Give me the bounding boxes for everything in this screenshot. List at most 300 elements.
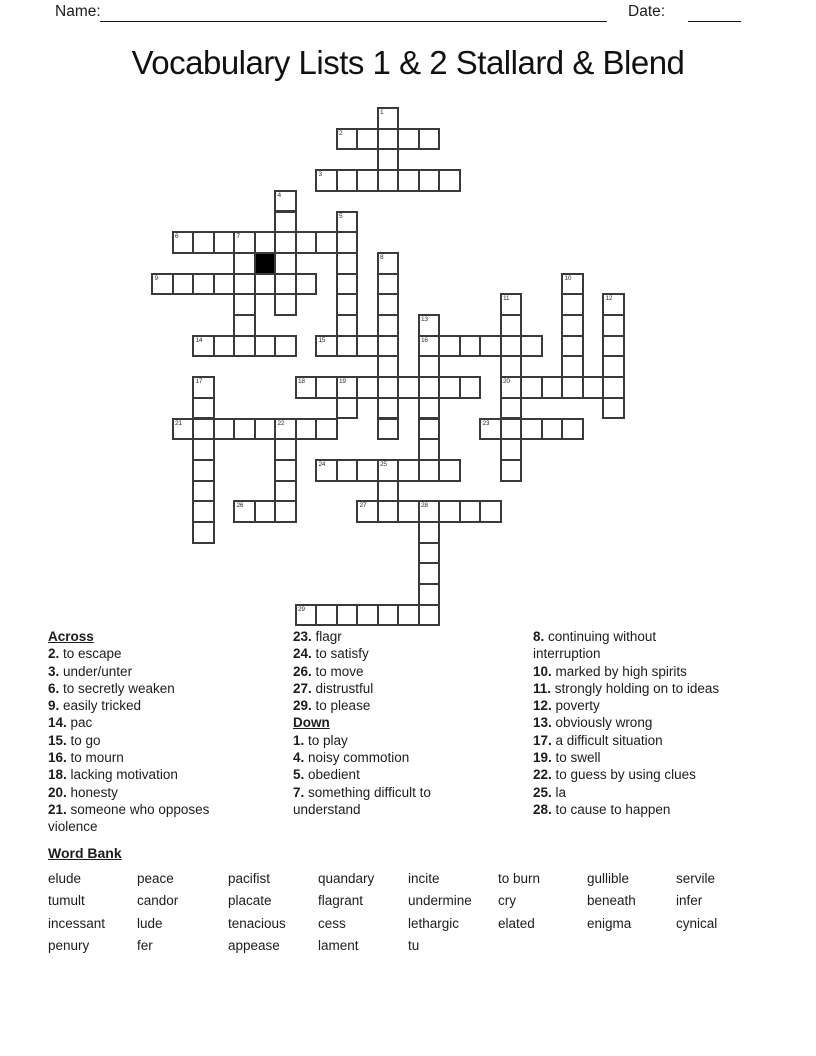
grid-cell (602, 335, 625, 358)
cell-number: 28 (421, 502, 428, 510)
clue-number: 3. (48, 663, 60, 679)
word-bank-item: tumult (48, 893, 85, 909)
clue-text: 5. obedient (293, 767, 360, 783)
grid-cell (377, 604, 400, 627)
word-bank-item: cry (498, 893, 516, 909)
grid-cell (520, 376, 543, 399)
grid-cell (377, 107, 400, 130)
cell-number: 26 (236, 502, 244, 510)
grid-cell (336, 335, 359, 358)
grid-cell (336, 604, 359, 627)
clue-number: 26. (293, 663, 312, 679)
grid-cell (274, 438, 297, 461)
clue-number: 24. (293, 646, 312, 662)
grid-cell (192, 418, 215, 441)
clue-item (293, 766, 513, 783)
grid-cell (233, 314, 256, 337)
clue-item (293, 680, 513, 697)
word-bank-column (137, 868, 228, 958)
grid-cell (418, 583, 441, 606)
clue-text: 6. to secretly weaken (48, 680, 175, 696)
word-bank-item: to burn (498, 871, 541, 886)
grid-cell (274, 190, 297, 213)
clue-column (48, 628, 273, 836)
clue-text: violence (48, 819, 98, 835)
grid-cell (418, 128, 441, 151)
grid-cell (172, 231, 195, 254)
grid-cell (541, 376, 564, 399)
cell-number: 11 (503, 295, 510, 303)
clue-text: 18. lacking motivation (48, 767, 178, 783)
clue-item (293, 628, 513, 645)
cell-number: 8 (380, 253, 384, 261)
clue-text: 29. to please (293, 698, 371, 714)
grid-cell (315, 459, 338, 482)
clue-number: 14. (48, 715, 67, 731)
grid-cell (274, 211, 297, 234)
grid-cell (377, 376, 400, 399)
grid-cell (561, 376, 584, 399)
cell-number: 10 (564, 274, 572, 282)
grid-cell (520, 335, 543, 358)
word-bank-item: undermine (408, 893, 472, 909)
grid-cell (418, 314, 441, 337)
grid-cell (295, 273, 318, 296)
grid-cell (377, 169, 400, 192)
clue-number: 2. (48, 646, 60, 662)
grid-cell (602, 397, 625, 420)
grid-cell (233, 293, 256, 316)
word-bank-item: servile (676, 871, 716, 886)
grid-cell (602, 314, 625, 337)
cell-number: 4 (277, 191, 281, 199)
grid-cell (500, 438, 523, 461)
grid-cell (418, 438, 441, 461)
grid-cell (602, 355, 625, 378)
clue-number: 19. (533, 750, 552, 766)
grid-cell (192, 438, 215, 461)
word-bank-item: peace (137, 871, 174, 886)
word-bank-item: tu (408, 938, 420, 954)
grid-cell (336, 273, 359, 296)
grid-cell (479, 335, 502, 358)
cell-number: 23 (482, 419, 490, 427)
grid-cell (418, 397, 441, 420)
word-bank-item: quandary (318, 871, 375, 886)
clue-item (293, 663, 513, 680)
clue-text: 16. to mourn (48, 750, 124, 766)
grid-cell (377, 273, 400, 296)
grid-cell (500, 459, 523, 482)
clue-text: 27. distrustful (293, 680, 374, 696)
clue-item (293, 697, 513, 714)
grid-cell (274, 293, 297, 316)
clue-item (48, 680, 273, 697)
clue-text: 24. to satisfy (293, 646, 369, 662)
grid-cell (233, 335, 256, 358)
grid-cell (336, 314, 359, 337)
cell-number: 5 (339, 212, 343, 220)
clue-text: 25. la (533, 784, 567, 800)
grid-cell (438, 169, 461, 192)
clue-number: 20. (48, 784, 67, 800)
cell-number: 14 (195, 336, 203, 344)
clue-text: 9. easily tricked (48, 698, 142, 714)
grid-cell (377, 418, 400, 441)
clue-number: 13. (533, 715, 552, 731)
grid-cell (500, 293, 523, 316)
grid-cell (192, 500, 215, 523)
grid-cell (438, 335, 461, 358)
clue-text: 20. honesty (48, 784, 118, 800)
grid-cell (561, 273, 584, 296)
clue-text: 28. to cause to happen (533, 801, 671, 817)
grid-cell (192, 459, 215, 482)
clue-text: 3. under/unter (48, 663, 133, 679)
word-bank-item: fer (137, 938, 153, 954)
word-bank-item: penury (48, 938, 90, 954)
cell-number: 3 (318, 171, 322, 179)
clue-number: 4. (293, 750, 305, 766)
grid-cell (418, 355, 441, 378)
grid-cell (233, 418, 256, 441)
grid-cell (213, 335, 236, 358)
clue-text: 7. something difficult to (293, 784, 431, 800)
clue-column (293, 628, 513, 818)
grid-cell (602, 376, 625, 399)
grid-cell (397, 604, 420, 627)
clue-text: 11. strongly holding on to ideas (533, 680, 720, 696)
grid-cell (336, 459, 359, 482)
grid-cell (541, 418, 564, 441)
grid-cell (500, 314, 523, 337)
grid-cell (274, 231, 297, 254)
clue-number: 29. (293, 698, 312, 714)
grid-cell (418, 521, 441, 544)
grid-cell (213, 418, 236, 441)
clue-number: 17. (533, 732, 552, 748)
grid-cell (151, 273, 174, 296)
grid-cell (356, 500, 379, 523)
clue-text: understand (293, 801, 361, 817)
grid-cell (315, 335, 338, 358)
clue-item (533, 749, 778, 766)
word-bank-column (318, 868, 408, 958)
grid-cell (356, 376, 379, 399)
grid-cell (377, 335, 400, 358)
grid-cell (377, 148, 400, 171)
grid-cell (397, 376, 420, 399)
clue-item (48, 663, 273, 680)
cell-number: 21 (175, 419, 182, 427)
grid-cell (192, 480, 215, 503)
grid-cell (274, 335, 297, 358)
word-bank-item: lethargic (408, 915, 460, 931)
grid-cell (213, 231, 236, 254)
grid-cell (377, 500, 400, 523)
clue-number: 1. (293, 732, 305, 748)
name-blank-line (100, 1, 607, 22)
clue-item (533, 680, 778, 697)
word-bank-item: incite (408, 871, 440, 886)
grid-cell (438, 459, 461, 482)
clue-number: 12. (533, 698, 552, 714)
grid-cell (459, 500, 482, 523)
grid-cell (397, 500, 420, 523)
word-bank-item: tenacious (228, 915, 286, 931)
grid-cell (192, 376, 215, 399)
name-label: Name: (55, 3, 101, 20)
word-bank-item: infer (676, 893, 703, 909)
clue-text: 23. flagr (293, 629, 342, 644)
word-bank-item: pacifist (228, 871, 271, 886)
grid-cell (377, 293, 400, 316)
grid-cell (602, 293, 625, 316)
clue-number: 8. (533, 629, 545, 644)
word-bank-item: gullible (587, 871, 630, 886)
cell-number: 9 (154, 274, 158, 282)
grid-cell (418, 500, 441, 523)
grid-cell (295, 376, 318, 399)
clue-item (533, 784, 778, 801)
clue-item (533, 697, 778, 714)
word-bank-item: cess (318, 915, 346, 931)
clue-item (48, 749, 273, 766)
cell-number: 25 (380, 460, 387, 468)
clue-number: 11. (533, 680, 552, 696)
grid-cell (336, 231, 359, 254)
grid-cell (315, 231, 338, 254)
grid-cell (233, 252, 256, 275)
grid-cell (274, 252, 297, 275)
word-bank-column (587, 868, 676, 958)
clue-heading-across: Across (48, 629, 94, 644)
clue-number: 7. (293, 784, 305, 800)
word-bank-item: lude (137, 915, 163, 931)
grid-cell (233, 500, 256, 523)
word-bank-item: cynical (676, 915, 718, 931)
word-bank (48, 868, 746, 958)
cell-number: 1 (380, 109, 384, 116)
clue-item (533, 628, 778, 663)
grid-cell (233, 231, 256, 254)
cell-number: 27 (359, 502, 367, 510)
cell-number: 22 (277, 419, 285, 427)
grid-cell (274, 459, 297, 482)
clue-text: 14. pac (48, 715, 93, 731)
clue-number: 22. (533, 767, 552, 783)
grid-cell (336, 211, 359, 234)
grid-cell (397, 128, 420, 151)
grid-cell (377, 397, 400, 420)
clue-text: 10. marked by high spirits (533, 663, 687, 679)
grid-cell (192, 521, 215, 544)
clue-item (533, 801, 778, 818)
clue-text: 21. someone who opposes (48, 801, 210, 817)
grid-cell (500, 376, 523, 399)
clue-text: 8. continuing without (533, 629, 657, 644)
word-bank-column (498, 868, 587, 958)
cell-number: 24 (318, 460, 326, 468)
grid-cell (274, 273, 297, 296)
grid-cell (459, 376, 482, 399)
grid-cell (500, 418, 523, 441)
clue-number: 6. (48, 680, 60, 696)
clue-number: 10. (533, 663, 552, 679)
grid-cell (315, 604, 338, 627)
grid-cell (336, 128, 359, 151)
grid-cell (336, 169, 359, 192)
grid-cell (213, 273, 236, 296)
clue-item (48, 645, 273, 662)
clue-number: 15. (48, 732, 67, 748)
grid-cell (274, 480, 297, 503)
clue-item (48, 766, 273, 783)
cell-number: 17 (195, 378, 203, 386)
word-bank-item: enigma (587, 915, 632, 931)
grid-cell (418, 459, 441, 482)
clue-number: 18. (48, 767, 67, 783)
grid-cell (192, 397, 215, 420)
grid-cell (397, 459, 420, 482)
clue-text: 17. a difficult situation (533, 732, 663, 748)
grid-cell (459, 335, 482, 358)
cell-number: 2 (339, 129, 343, 137)
word-bank-item: lament (318, 938, 359, 954)
clue-text: 19. to swell (533, 750, 601, 766)
word-bank-item: beneath (587, 893, 636, 909)
grid-cell (377, 128, 400, 151)
crossword-grid (151, 107, 625, 628)
word-bank-item: elated (498, 915, 535, 931)
word-bank-item: appease (228, 938, 280, 954)
grid-cell (356, 169, 379, 192)
word-bank-heading: Word Bank (48, 845, 122, 861)
grid-cell (336, 376, 359, 399)
clue-item (533, 732, 778, 749)
grid-cell (397, 169, 420, 192)
cell-number: 19 (339, 378, 346, 386)
word-bank-item: elude (48, 871, 82, 886)
cell-number: 20 (503, 378, 510, 386)
clue-item (533, 766, 778, 783)
grid-cell (192, 231, 215, 254)
grid-cell (561, 293, 584, 316)
clue-text: 15. to go (48, 732, 101, 748)
clue-number: 25. (533, 784, 552, 800)
grid-cell (418, 335, 441, 358)
grid-cell (172, 273, 195, 296)
word-bank-item: placate (228, 893, 272, 909)
grid-cell (561, 335, 584, 358)
clue-number: 9. (48, 698, 60, 714)
clue-item (293, 732, 513, 749)
grid-cell (315, 376, 338, 399)
grid-cell (500, 397, 523, 420)
clue-item (293, 784, 513, 819)
word-bank-item: flagrant (318, 893, 364, 909)
grid-cell (192, 335, 215, 358)
clue-text: 12. poverty (533, 698, 600, 714)
grid-cell (172, 418, 195, 441)
grid-cell (561, 314, 584, 337)
clue-number: 16. (48, 750, 67, 766)
grid-cell (274, 418, 297, 441)
clue-item (48, 732, 273, 749)
black-cell (254, 252, 277, 275)
clue-number: 28. (533, 801, 552, 817)
grid-cell (377, 459, 400, 482)
clue-number: 21. (48, 801, 67, 817)
grid-cell (438, 500, 461, 523)
grid-cell (315, 418, 338, 441)
grid-cell (254, 231, 277, 254)
clue-item (533, 663, 778, 680)
clue-heading-down: Down (293, 715, 330, 731)
grid-cell (356, 604, 379, 627)
grid-cell (336, 293, 359, 316)
grid-cell (479, 418, 502, 441)
grid-cell (479, 500, 502, 523)
clue-item (293, 645, 513, 662)
grid-cell (561, 355, 584, 378)
cell-number: 16 (421, 336, 428, 344)
date-blank-line (688, 1, 741, 22)
grid-cell (356, 335, 379, 358)
grid-cell (192, 273, 215, 296)
clue-text: 26. to move (293, 663, 364, 679)
grid-cell (295, 604, 318, 627)
word-bank-item: candor (137, 893, 179, 909)
grid-cell (500, 355, 523, 378)
cell-number: 6 (175, 233, 179, 241)
date-label: Date: (628, 3, 666, 20)
clue-number: 27. (293, 680, 312, 696)
grid-cell (418, 169, 441, 192)
grid-cell (336, 397, 359, 420)
clue-item (293, 749, 513, 766)
cell-number: 13 (421, 316, 428, 323)
cell-number: 18 (298, 378, 305, 386)
grid-cell (582, 376, 605, 399)
grid-cell (295, 231, 318, 254)
clue-text: 4. noisy commotion (293, 750, 410, 766)
word-bank-column (676, 868, 746, 958)
clue-text: 13. obviously wrong (533, 715, 653, 731)
clue-item (48, 714, 273, 731)
clue-number: 5. (293, 767, 305, 783)
grid-cell (254, 418, 277, 441)
cell-number: 12 (605, 295, 613, 303)
grid-cell (315, 169, 338, 192)
cell-number: 15 (318, 336, 326, 344)
clue-item (48, 801, 273, 836)
grid-cell (377, 314, 400, 337)
grid-cell (500, 335, 523, 358)
word-bank-column (408, 868, 498, 958)
clue-item (48, 784, 273, 801)
word-bank-item: incessant (48, 915, 106, 931)
grid-cell (377, 480, 400, 503)
grid-cell (418, 604, 441, 627)
word-bank-column (228, 868, 318, 958)
clue-text: 22. to guess by using clues (533, 767, 696, 783)
grid-cell (356, 128, 379, 151)
grid-cell (254, 500, 277, 523)
grid-cell (418, 562, 441, 585)
grid-cell (295, 418, 318, 441)
grid-cell (418, 418, 441, 441)
